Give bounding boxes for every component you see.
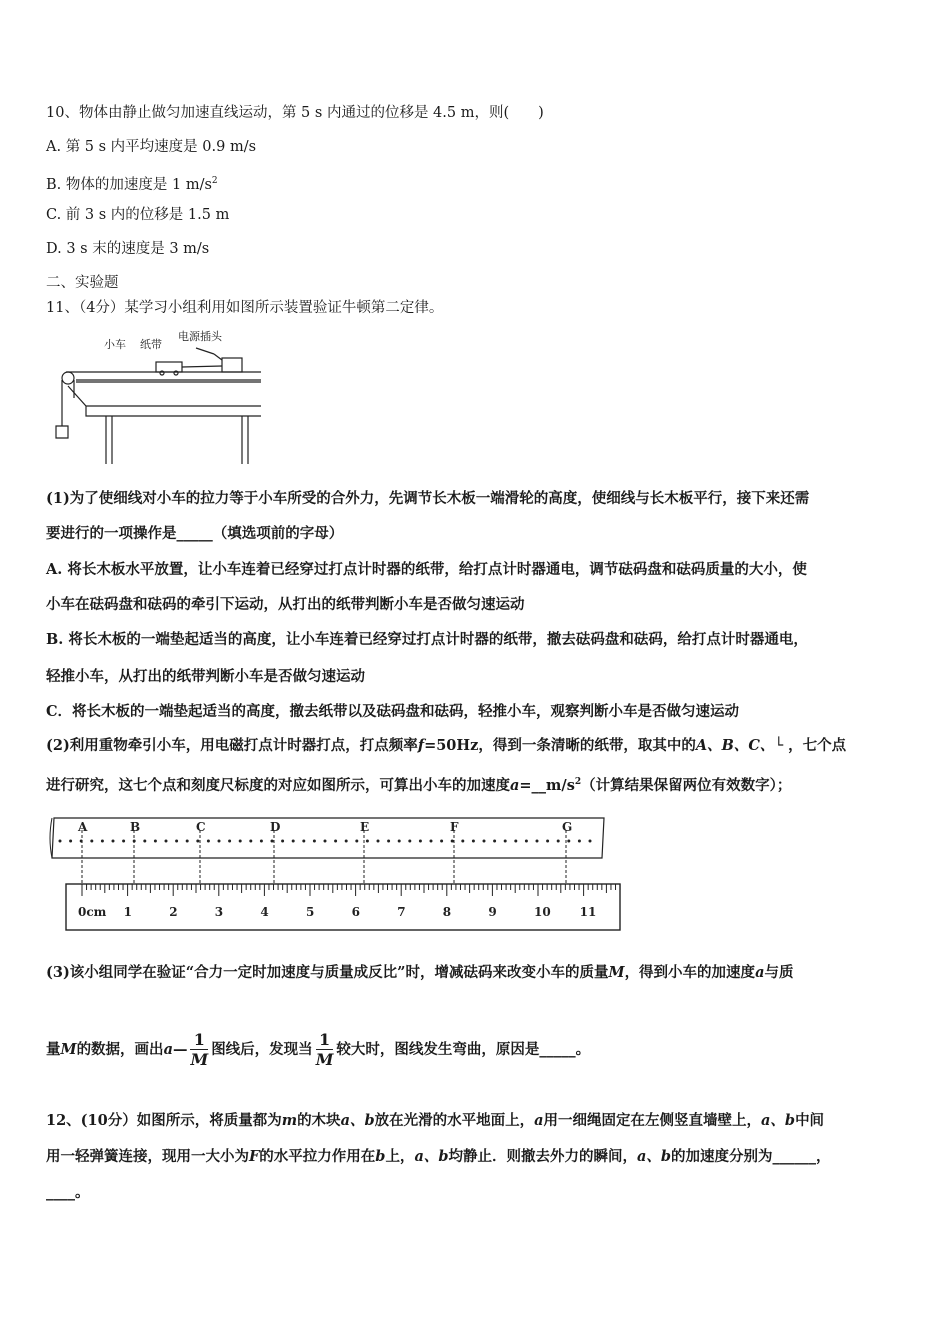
tape-point-label: B bbox=[130, 820, 141, 834]
tape-dot bbox=[324, 840, 327, 843]
q11-opt-a-line1: A. 将长木板水平放置，让小车连着已经穿过打点计时器的纸带，给打点计时器通电，调节砝码盘和砝码质量的大小，使 bbox=[46, 561, 807, 578]
tape-dot bbox=[207, 840, 210, 843]
q11-opt-a-line2: 小车在砝码盘和砝码的牵引下运动，从打出的纸带判断小车是否做匀速运动 bbox=[46, 596, 525, 613]
ruler-label: 0cm bbox=[78, 905, 107, 919]
tape-dot bbox=[112, 840, 115, 843]
tape-dot bbox=[483, 840, 486, 843]
tape-dot bbox=[122, 840, 125, 843]
tape-dot bbox=[292, 840, 295, 843]
tape-dot bbox=[228, 840, 231, 843]
ruler-label: 10 bbox=[534, 905, 551, 919]
section-title: 二、实验题 bbox=[46, 275, 119, 291]
tape-dot bbox=[249, 840, 252, 843]
tape-dot bbox=[271, 840, 274, 843]
tape-dot bbox=[419, 840, 422, 843]
tape-dot bbox=[387, 840, 390, 843]
tape-dot bbox=[175, 840, 178, 843]
tape-dot bbox=[218, 840, 221, 843]
tape-point-label: F bbox=[450, 820, 459, 834]
ruler-label: 1 bbox=[123, 905, 132, 919]
q10-option-d: D. 3 s 末的速度是 3 m/s bbox=[46, 241, 210, 257]
fraction-one-over-m: $\frac{1}{M}$ bbox=[190, 1029, 209, 1069]
tape-point-label: A bbox=[78, 820, 88, 834]
tape-dot bbox=[493, 840, 496, 843]
tape-dot bbox=[514, 840, 517, 843]
ruler-label: 8 bbox=[442, 905, 452, 919]
fraction-one-over-m-2: $\frac{1}{M}$ bbox=[315, 1029, 334, 1069]
tape-dot bbox=[154, 840, 157, 843]
q11-p1-line1: (1)为了使细线对小车的拉力等于小车所受的合外力，先调节长木板一端滑轮的高度，使细线与长木板平行，接下来还需 bbox=[46, 490, 810, 507]
ruler-label: 6 bbox=[351, 905, 360, 919]
ruler-label: 9 bbox=[488, 905, 497, 919]
tape-dot bbox=[377, 840, 380, 843]
q10-option-a: A. 第 5 s 内平均速度是 0.9 m/s bbox=[46, 139, 257, 155]
q12-line2: 用一轻弹簧连接，现用一大小为F的水平拉力作用在b上，a、b均静止．则撤去外力的瞬间，a、b的加速度分别为______， bbox=[46, 1148, 831, 1165]
fig-label-cart: 小车 bbox=[104, 338, 126, 351]
q11-p1-line2: 要进行的一项操作是_____（填选项前的字母） bbox=[46, 525, 344, 542]
tape-ruler-figure bbox=[46, 812, 622, 934]
ruler-label: 11 bbox=[579, 905, 597, 919]
q11-p2-line1: (2)利用重物牵引小车，用电磁打点计时器打点，打点频率f=50Hz，得到一条清晰的纸带，取其中的A、B、C、└ ，七个点 bbox=[46, 737, 847, 754]
ruler-label: 3 bbox=[214, 905, 224, 919]
q11-opt-c: C．将长木板的一端垫起适当的高度，撤去纸带以及砝码盘和砝码，轻推小车，观察判断小车是否做匀速运动 bbox=[46, 703, 740, 720]
ruler-label: 2 bbox=[169, 905, 178, 919]
tape-dot bbox=[546, 840, 549, 843]
q12-line3: ____。 bbox=[46, 1184, 90, 1201]
tape-dot bbox=[196, 840, 199, 843]
tape-dot bbox=[143, 840, 146, 843]
tape-dot bbox=[525, 840, 528, 843]
tape-dot bbox=[355, 840, 358, 843]
tape-dot bbox=[536, 840, 539, 843]
q11-opt-b-line1: B. 将长木板的一端垫起适当的高度，让小车连着已经穿过打点计时器的纸带，撤去砝码盘和砝码，给打点计时器通电， bbox=[46, 631, 808, 648]
tape-dot bbox=[334, 840, 337, 843]
tape-dot bbox=[504, 840, 507, 843]
tape-dot bbox=[313, 840, 316, 843]
q10-option-b: B. 物体的加速度是 1 $m/s^2$ bbox=[46, 176, 218, 193]
tape-point-label: C bbox=[196, 820, 206, 834]
tape-dot bbox=[461, 840, 464, 843]
tape-dot bbox=[302, 840, 305, 843]
ruler-label: 7 bbox=[397, 905, 406, 919]
q11-p3-line2: 量M的数据，画出a— $\frac{1}{M}$ 图线后，发现当 $\frac{1}{M}$ 较大时，图线发生弯曲，原因是_____。 bbox=[46, 1029, 591, 1069]
tape-dot bbox=[472, 840, 475, 843]
tape-dot bbox=[430, 840, 433, 843]
tape-dot bbox=[186, 840, 189, 843]
tape-dot bbox=[366, 840, 369, 843]
ruler-label: 5 bbox=[306, 905, 315, 919]
tape-dot bbox=[578, 840, 581, 843]
q10-option-c: C. 前 3 s 内的位移是 1.5 m bbox=[46, 207, 230, 223]
ruler-label: 4 bbox=[260, 905, 269, 919]
q12-line1: 12、(10分）如图所示，将质量都为m的木块a、b放在光滑的水平地面上，a用一细绳固定在左侧竖直墙壁上，a、b中间 bbox=[46, 1112, 825, 1129]
tape-dot bbox=[69, 840, 72, 843]
fig-label-tape: 纸带 bbox=[140, 338, 162, 351]
tape-dot bbox=[345, 840, 348, 843]
q10-stem: 10、物体由静止做匀加速直线运动，第 5 s 内通过的位移是 4.5 m，则( ) bbox=[46, 105, 544, 121]
q11-opt-b-line2: 轻推小车，从打出的纸带判断小车是否做匀速运动 bbox=[46, 668, 365, 685]
tape-point-label: E bbox=[360, 820, 370, 834]
apparatus-figure bbox=[46, 326, 268, 468]
fig-label-plug: 电源插头 bbox=[178, 330, 222, 343]
tape-dot bbox=[90, 840, 93, 843]
tape-dot bbox=[557, 840, 560, 843]
tape-dot bbox=[398, 840, 401, 843]
tape-dot bbox=[567, 840, 570, 843]
q11-p2-line2: 进行研究，这七个点和刻度尺标度的对应如图所示，可算出小车的加速度$a=\_\_m/s^2$（计算结果保留两位有效数字）； bbox=[46, 776, 792, 794]
tape-dot bbox=[59, 840, 62, 843]
tape-dot bbox=[239, 840, 242, 843]
tape-dot bbox=[260, 840, 263, 843]
q11-p3-line1: (3)该小组同学在验证“合力一定时加速度与质量成反比”时，增减砝码来改变小车的质量M，得到小车的加速度a与质 bbox=[46, 964, 794, 981]
tape-dot bbox=[408, 840, 411, 843]
tape-dot bbox=[165, 840, 168, 843]
tape-point-label: D bbox=[270, 820, 281, 834]
q11-stem: 11、（4分）某学习小组利用如图所示装置验证牛顿第二定律。 bbox=[46, 300, 444, 316]
tape-dot bbox=[281, 840, 284, 843]
tape-dot bbox=[451, 840, 454, 843]
tape-dot bbox=[101, 840, 104, 843]
tape-dot bbox=[440, 840, 443, 843]
tape-dot bbox=[589, 840, 592, 843]
tape-point-label: G bbox=[562, 820, 573, 834]
